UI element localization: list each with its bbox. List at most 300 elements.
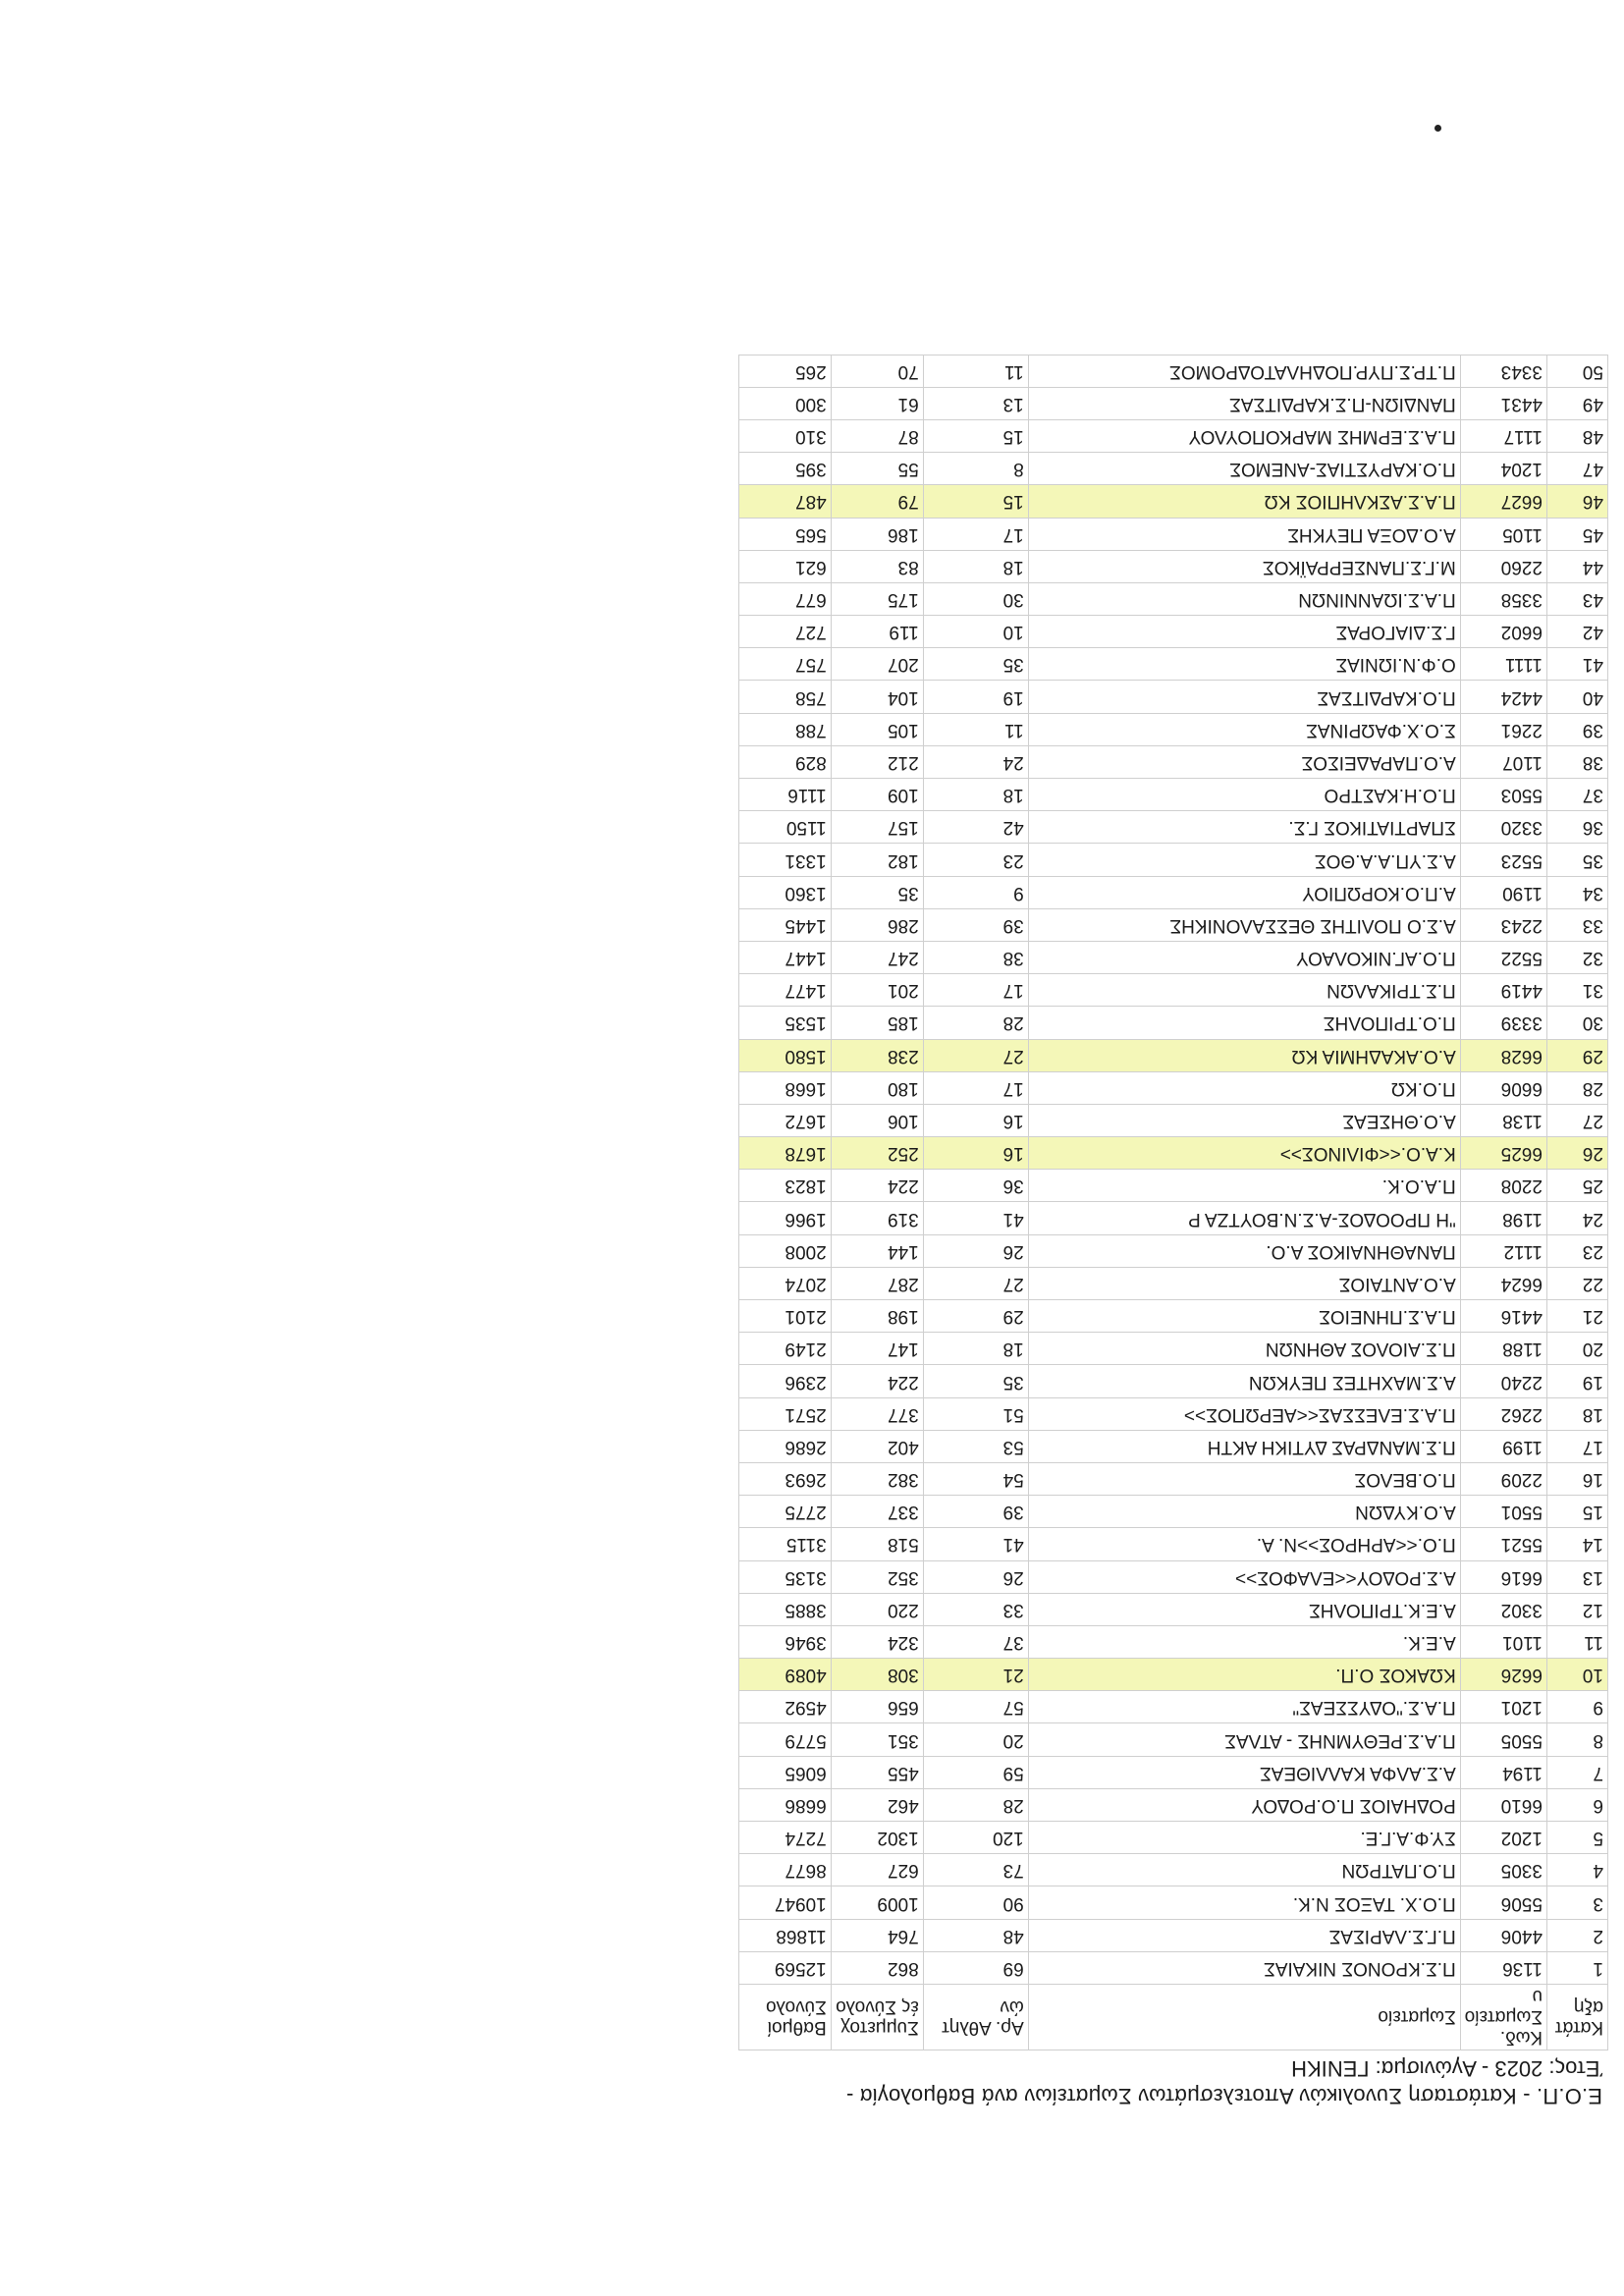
cell-code: 6627: [1460, 485, 1546, 518]
scan-speck: [1435, 125, 1441, 132]
table-row: [738, 1463, 1607, 1496]
cell-entries: 382: [831, 1463, 923, 1496]
cell-club: Π.Ο.ΑΓ.ΝΙΚΟΛΑΟΥ: [1028, 942, 1460, 974]
cell-athletes: 41: [923, 1528, 1028, 1560]
cell-rank: 14: [1547, 1528, 1608, 1560]
cell-code: 1107: [1460, 745, 1546, 778]
cell-athletes: 35: [923, 1365, 1028, 1397]
cell-points: 2101: [738, 1300, 831, 1333]
table-row: [738, 1919, 1607, 1951]
cell-club: Ο.Φ.Ν.ΙΩΝΙΑΣ: [1028, 648, 1460, 681]
cell-club: ΠΑΝΔΙΩΝ-Π.Σ.ΚΑΡΔΙΤΣΑΣ: [1028, 387, 1460, 419]
cell-code: 2240: [1460, 1365, 1546, 1397]
table-row: [738, 1886, 1607, 1919]
cell-code: 6606: [1460, 1071, 1546, 1104]
table-row: [738, 453, 1607, 485]
cell-athletes: 9: [923, 876, 1028, 908]
cell-club: Π.Α.Σ.ΠΗΝΕΙΟΣ: [1028, 1300, 1460, 1333]
cell-code: 6626: [1460, 1659, 1546, 1691]
cell-athletes: 36: [923, 1170, 1028, 1202]
cell-points: 1447: [738, 942, 831, 974]
cell-club: Α.Σ.ΑΛΦΑ ΚΑΛΛΙΘΕΑΣ: [1028, 1756, 1460, 1788]
cell-points: 829: [738, 745, 831, 778]
cell-athletes: 69: [923, 1951, 1028, 1984]
cell-points: 621: [738, 550, 831, 582]
table-header-row: [738, 1985, 1607, 2050]
cell-entries: 87: [831, 420, 923, 453]
cell-entries: 462: [831, 1788, 923, 1821]
cell-code: 1111: [1460, 648, 1546, 681]
cell-entries: 1302: [831, 1822, 923, 1854]
cell-code: 2260: [1460, 550, 1546, 582]
cell-athletes: 33: [923, 1593, 1028, 1625]
cell-rank: 19: [1547, 1365, 1608, 1397]
cell-entries: 319: [831, 1202, 923, 1234]
cell-entries: 175: [831, 582, 923, 615]
cell-athletes: 35: [923, 648, 1028, 681]
cell-club: Α.Ο.ΑΚΑΔΗΜΙΑ ΚΩ: [1028, 1039, 1460, 1071]
cell-code: 4419: [1460, 974, 1546, 1007]
table-row: [738, 1300, 1607, 1333]
cell-rank: 34: [1547, 876, 1608, 908]
cell-code: 1190: [1460, 876, 1546, 908]
cell-club: Π.Σ.ΚΡΟΝΟΣ ΝΙΚΑΙΑΣ: [1028, 1951, 1460, 1984]
cell-club: Π.Ο.ΚΑΡΥΣΤΙΑΣ-ΑΝΕΜΟΣ: [1028, 453, 1460, 485]
cell-club: Π.Α.Σ."ΟΔΥΣΣΕΑΣ": [1028, 1691, 1460, 1723]
cell-points: 11868: [738, 1919, 831, 1951]
cell-points: 1580: [738, 1039, 831, 1071]
cell-rank: 37: [1547, 779, 1608, 811]
cell-entries: 377: [831, 1397, 923, 1430]
cell-entries: 308: [831, 1659, 923, 1691]
table-row: [738, 1365, 1607, 1397]
cell-rank: 25: [1547, 1170, 1608, 1202]
header-code: Κωδ. Σωματείο υ: [1460, 1985, 1546, 2050]
cell-points: 1116: [738, 779, 831, 811]
cell-entries: 70: [831, 355, 923, 387]
cell-entries: 180: [831, 1071, 923, 1104]
cell-code: 3305: [1460, 1854, 1546, 1886]
table-row: [738, 1528, 1607, 1560]
cell-entries: 144: [831, 1234, 923, 1267]
cell-rank: 10: [1547, 1659, 1608, 1691]
cell-code: 1105: [1460, 518, 1546, 550]
cell-athletes: 10: [923, 616, 1028, 648]
cell-code: 5506: [1460, 1886, 1546, 1919]
cell-entries: 79: [831, 485, 923, 518]
cell-code: 2243: [1460, 908, 1546, 941]
cell-athletes: 15: [923, 420, 1028, 453]
cell-club: Π.Ο.ΒΕΛΟΣ: [1028, 1463, 1460, 1496]
cell-code: 1112: [1460, 1234, 1546, 1267]
results-table: [738, 355, 1608, 2050]
table-row: [738, 1137, 1607, 1170]
cell-entries: 337: [831, 1496, 923, 1528]
cell-code: 6602: [1460, 616, 1546, 648]
cell-club: Π.Ο.ΚΑΡΔΙΤΣΑΣ: [1028, 681, 1460, 713]
cell-points: 2693: [738, 1463, 831, 1496]
cell-rank: 32: [1547, 942, 1608, 974]
cell-points: 1823: [738, 1170, 831, 1202]
cell-entries: 324: [831, 1625, 923, 1658]
table-row: [738, 1560, 1607, 1593]
table-row: [738, 1071, 1607, 1104]
cell-club: Π.Σ.ΜΑΝΔΡΑΣ ΔΥΤΙΚΗ ΑΚΤΗ: [1028, 1430, 1460, 1462]
cell-athletes: 18: [923, 1333, 1028, 1365]
cell-athletes: 41: [923, 1202, 1028, 1234]
cell-entries: 862: [831, 1951, 923, 1984]
table-row: [738, 681, 1607, 713]
cell-entries: 185: [831, 1007, 923, 1039]
table-row: [738, 1723, 1607, 1756]
cell-club: Π.Α.Σ.ΡΕΘΥΜΝΗΣ - ΑΤΛΑΣ: [1028, 1723, 1460, 1756]
cell-athletes: 48: [923, 1919, 1028, 1951]
cell-rank: 38: [1547, 745, 1608, 778]
table-row: [738, 1333, 1607, 1365]
cell-club: ΣΠΑΡΤΙΑΤΙΚΟΣ Γ.Σ.: [1028, 811, 1460, 844]
cell-athletes: 37: [923, 1625, 1028, 1658]
cell-club: Α.Ο.ΚΥΔΩΝ: [1028, 1496, 1460, 1528]
header-entries: Συμμετοχ ές Σύνολο: [831, 1985, 923, 2050]
cell-points: 1678: [738, 1137, 831, 1170]
cell-rank: 3: [1547, 1886, 1608, 1919]
cell-points: 2571: [738, 1397, 831, 1430]
table-row: [738, 908, 1607, 941]
cell-club: Π.Ο.Χ. ΤΑΞΟΣ Ν.Κ.: [1028, 1886, 1460, 1919]
cell-code: 4406: [1460, 1919, 1546, 1951]
cell-points: 2686: [738, 1430, 831, 1462]
cell-rank: 30: [1547, 1007, 1608, 1039]
table-body: [738, 355, 1607, 1984]
cell-rank: 23: [1547, 1234, 1608, 1267]
cell-points: 6065: [738, 1756, 831, 1788]
cell-code: 3302: [1460, 1593, 1546, 1625]
cell-athletes: 39: [923, 908, 1028, 941]
cell-rank: 50: [1547, 355, 1608, 387]
cell-club: Π.Ο.Η.ΚΑΣΤΡΟ: [1028, 779, 1460, 811]
cell-entries: 238: [831, 1039, 923, 1071]
cell-points: 1360: [738, 876, 831, 908]
cell-code: 4416: [1460, 1300, 1546, 1333]
table-row: [738, 420, 1607, 453]
cell-points: 677: [738, 582, 831, 615]
table-row: [738, 1756, 1607, 1788]
table-row: [738, 648, 1607, 681]
cell-points: 4089: [738, 1659, 831, 1691]
table-row: [738, 811, 1607, 844]
cell-points: 2396: [738, 1365, 831, 1397]
cell-club: Π.Σ.ΑΙΟΛΟΣ ΑΘΗΝΩΝ: [1028, 1333, 1460, 1365]
cell-points: 1672: [738, 1104, 831, 1136]
cell-entries: 286: [831, 908, 923, 941]
cell-entries: 351: [831, 1723, 923, 1756]
cell-rank: 16: [1547, 1463, 1608, 1496]
cell-entries: 1009: [831, 1886, 923, 1919]
cell-entries: 207: [831, 648, 923, 681]
table-row: [738, 1397, 1607, 1430]
cell-rank: 24: [1547, 1202, 1608, 1234]
cell-rank: 48: [1547, 420, 1608, 453]
cell-rank: 2: [1547, 1919, 1608, 1951]
cell-code: 1138: [1460, 1104, 1546, 1136]
table-row: [738, 713, 1607, 745]
cell-entries: 55: [831, 453, 923, 485]
cell-points: 300: [738, 387, 831, 419]
cell-points: 10947: [738, 1886, 831, 1919]
cell-rank: 36: [1547, 811, 1608, 844]
cell-points: 7274: [738, 1822, 831, 1854]
cell-points: 5779: [738, 1723, 831, 1756]
cell-club: Π.Ο.ΠΑΤΡΩΝ: [1028, 1854, 1460, 1886]
cell-rank: 26: [1547, 1137, 1608, 1170]
cell-code: 5505: [1460, 1723, 1546, 1756]
cell-athletes: 73: [923, 1854, 1028, 1886]
cell-club: "Η ΠΡΟΟΔΟΣ-Α.Σ.Ν.ΒΟΥΤΖΑ Ρ: [1028, 1202, 1460, 1234]
cell-points: 3115: [738, 1528, 831, 1560]
table-row: [738, 876, 1607, 908]
table-row: [738, 1104, 1607, 1136]
cell-athletes: 19: [923, 681, 1028, 713]
cell-rank: 43: [1547, 582, 1608, 615]
cell-rank: 42: [1547, 616, 1608, 648]
cell-rank: 46: [1547, 485, 1608, 518]
table-row: [738, 485, 1607, 518]
cell-points: 4592: [738, 1691, 831, 1723]
cell-athletes: 21: [923, 1659, 1028, 1691]
results-document: [663, 355, 1608, 2109]
cell-code: 1202: [1460, 1822, 1546, 1854]
cell-entries: 518: [831, 1528, 923, 1560]
header-points: Βαθμοί Σύνολο: [738, 1985, 831, 2050]
cell-athletes: 15: [923, 485, 1028, 518]
cell-code: 5521: [1460, 1528, 1546, 1560]
table-row: [738, 1202, 1607, 1234]
cell-code: 1136: [1460, 1951, 1546, 1984]
cell-code: 6628: [1460, 1039, 1546, 1071]
cell-athletes: 29: [923, 1300, 1028, 1333]
cell-club: Α.Π.Ο.ΚΟΡΩΠΙΟΥ: [1028, 876, 1460, 908]
cell-athletes: 17: [923, 1071, 1028, 1104]
table-row: [738, 582, 1607, 615]
cell-code: 4424: [1460, 681, 1546, 713]
cell-points: 3885: [738, 1593, 831, 1625]
cell-points: 1477: [738, 974, 831, 1007]
cell-athletes: 28: [923, 1007, 1028, 1039]
cell-athletes: 28: [923, 1788, 1028, 1821]
cell-rank: 33: [1547, 908, 1608, 941]
cell-club: ΡΟΔΗΑΙΟΣ Π.Ο.ΡΟΔΟΥ: [1028, 1788, 1460, 1821]
cell-entries: 402: [831, 1430, 923, 1462]
cell-entries: 455: [831, 1756, 923, 1788]
cell-code: 5523: [1460, 844, 1546, 876]
cell-club: Α.Σ.ΥΠ.Α.Α.ΘΟΣ: [1028, 844, 1460, 876]
cell-rank: 20: [1547, 1333, 1608, 1365]
cell-points: 8677: [738, 1854, 831, 1886]
cell-code: 3343: [1460, 355, 1546, 387]
cell-club: ΠΑΝΑΘΗΝΑΙΚΟΣ Α.Ο.: [1028, 1234, 1460, 1267]
cell-athletes: 26: [923, 1234, 1028, 1267]
cell-rank: 1: [1547, 1951, 1608, 1984]
cell-club: Σ.Ο.Χ.ΦΑΩΡΙΝΑΣ: [1028, 713, 1460, 745]
cell-code: 2261: [1460, 713, 1546, 745]
cell-code: 1101: [1460, 1625, 1546, 1658]
cell-entries: 106: [831, 1104, 923, 1136]
cell-code: 3339: [1460, 1007, 1546, 1039]
document-subtitle: Έτος: 2023 - Αγώνισμα: ΓΕΝΙΚΗ: [1291, 2056, 1602, 2081]
cell-points: 1445: [738, 908, 831, 941]
cell-athletes: 24: [923, 745, 1028, 778]
cell-points: 788: [738, 713, 831, 745]
table-row: [738, 1659, 1607, 1691]
cell-athletes: 13: [923, 387, 1028, 419]
cell-rank: 45: [1547, 518, 1608, 550]
cell-club: Π.Γ.Σ.ΛΑΡΙΣΑΣ: [1028, 1919, 1460, 1951]
cell-club: Α.Σ.ΜΑΧΗΤΕΣ ΠΕΥΚΩΝ: [1028, 1365, 1460, 1397]
table-row: [738, 1267, 1607, 1299]
cell-club: ΣΥ.Φ.Α.Γ.Ε.: [1028, 1822, 1460, 1854]
table-row: [738, 1496, 1607, 1528]
cell-rank: 22: [1547, 1267, 1608, 1299]
cell-club: Π.Α.Σ.ΙΩΑΝΝΙΝΩΝ: [1028, 582, 1460, 615]
cell-entries: 287: [831, 1267, 923, 1299]
cell-athletes: 17: [923, 518, 1028, 550]
cell-athletes: 18: [923, 779, 1028, 811]
cell-code: 2209: [1460, 1463, 1546, 1496]
table-row: [738, 1788, 1607, 1821]
cell-club: Π.Ο.ΤΡΙΠΟΛΗΣ: [1028, 1007, 1460, 1039]
cell-points: 3946: [738, 1625, 831, 1658]
table-row: [738, 779, 1607, 811]
cell-rank: 7: [1547, 1756, 1608, 1788]
cell-code: 1204: [1460, 453, 1546, 485]
cell-club: Α.Ε.Κ.: [1028, 1625, 1460, 1658]
table-row: [738, 1234, 1607, 1267]
table-row: [738, 1691, 1607, 1723]
table-row: [738, 518, 1607, 550]
document-title: Ε.Ο.Π. - Κατάσταση Συνολικών Αποτελεσμάτων Σωματείων ανά Βαθμολογία -: [845, 2084, 1602, 2108]
cell-code: 2262: [1460, 1397, 1546, 1430]
cell-points: 1535: [738, 1007, 831, 1039]
cell-rank: 41: [1547, 648, 1608, 681]
cell-entries: 198: [831, 1300, 923, 1333]
cell-entries: 186: [831, 518, 923, 550]
cell-code: 6624: [1460, 1267, 1546, 1299]
cell-rank: 13: [1547, 1560, 1608, 1593]
cell-entries: 627: [831, 1854, 923, 1886]
cell-code: 6616: [1460, 1560, 1546, 1593]
cell-rank: 28: [1547, 1071, 1608, 1104]
cell-rank: 21: [1547, 1300, 1608, 1333]
cell-rank: 6: [1547, 1788, 1608, 1821]
cell-club: Α.Ο.ΘΗΣΕΑΣ: [1028, 1104, 1460, 1136]
cell-club: Μ.Γ.Σ.ΠΑΝΣΕΡΡΑΪΚΟΣ: [1028, 550, 1460, 582]
table-row: [738, 745, 1607, 778]
cell-club: Α.Σ.Ο ΠΟΛΙΤΗΣ ΘΕΣΣΑΛΟΝΙΚΗΣ: [1028, 908, 1460, 941]
cell-points: 395: [738, 453, 831, 485]
cell-rank: 17: [1547, 1430, 1608, 1462]
cell-points: 2149: [738, 1333, 831, 1365]
cell-code: 6625: [1460, 1137, 1546, 1170]
cell-code: 5503: [1460, 779, 1546, 811]
cell-rank: 18: [1547, 1397, 1608, 1430]
header-club: Σωματείο: [1028, 1985, 1460, 2050]
table-row: [738, 616, 1607, 648]
cell-athletes: 54: [923, 1463, 1028, 1496]
cell-code: 3320: [1460, 811, 1546, 844]
cell-code: 6610: [1460, 1788, 1546, 1821]
cell-entries: 352: [831, 1560, 923, 1593]
cell-entries: 35: [831, 876, 923, 908]
cell-club: Π.Α.Σ.ΑΣΚΛΗΠΙΟΣ ΚΩ: [1028, 485, 1460, 518]
cell-club: Π.Α.Σ.ΕΡΜΗΣ ΜΑΡΚΟΠΟΥΛΟΥ: [1028, 420, 1460, 453]
cell-rank: 12: [1547, 1593, 1608, 1625]
cell-club: Γ.Σ.ΔΙΑΓΟΡΑΣ: [1028, 616, 1460, 648]
table-row: [738, 1430, 1607, 1462]
table-row: [738, 1625, 1607, 1658]
cell-points: 2074: [738, 1267, 831, 1299]
cell-code: 3358: [1460, 582, 1546, 615]
cell-athletes: 30: [923, 582, 1028, 615]
cell-club: ΚΩΑΚΟΣ Ο.Π.: [1028, 1659, 1460, 1691]
cell-entries: 105: [831, 713, 923, 745]
cell-rank: 4: [1547, 1854, 1608, 1886]
table-row: [738, 1039, 1607, 1071]
cell-rank: 15: [1547, 1496, 1608, 1528]
cell-code: 1117: [1460, 420, 1546, 453]
cell-entries: 224: [831, 1365, 923, 1397]
cell-points: 487: [738, 485, 831, 518]
cell-code: 1198: [1460, 1202, 1546, 1234]
table-row: [738, 355, 1607, 387]
table-row: [738, 974, 1607, 1007]
cell-code: 4431: [1460, 387, 1546, 419]
cell-entries: 764: [831, 1919, 923, 1951]
cell-rank: 8: [1547, 1723, 1608, 1756]
cell-entries: 212: [831, 745, 923, 778]
cell-club: Α.Ο.ΠΑΡΑΔΕΙΣΟΣ: [1028, 745, 1460, 778]
cell-points: 3135: [738, 1560, 831, 1593]
cell-club: Π.Σ.ΤΡΙΚΑΛΩΝ: [1028, 974, 1460, 1007]
cell-athletes: 23: [923, 844, 1028, 876]
cell-athletes: 26: [923, 1560, 1028, 1593]
table-row: [738, 1951, 1607, 1984]
cell-entries: 157: [831, 811, 923, 844]
cell-club: Π.Ο.ΚΩ: [1028, 1071, 1460, 1104]
cell-athletes: 27: [923, 1267, 1028, 1299]
cell-code: 1199: [1460, 1430, 1546, 1462]
cell-athletes: 39: [923, 1496, 1028, 1528]
cell-entries: 224: [831, 1170, 923, 1202]
cell-entries: 656: [831, 1691, 923, 1723]
cell-club: Α.Ε.Κ.ΤΡΙΠΟΛΗΣ: [1028, 1593, 1460, 1625]
cell-entries: 147: [831, 1333, 923, 1365]
header-athletes: Αρ. Αθλητ ών: [923, 1985, 1028, 2050]
cell-code: 1188: [1460, 1333, 1546, 1365]
table-row: [738, 1170, 1607, 1202]
header-rank: Κατάτ αξη: [1547, 1985, 1608, 2050]
cell-rank: 47: [1547, 453, 1608, 485]
cell-code: 1194: [1460, 1756, 1546, 1788]
cell-club: Π.Α.Σ.ΕΛΕΣΣΑΣ<<ΑΕΡΩΠΟΣ>>: [1028, 1397, 1460, 1430]
cell-points: 12569: [738, 1951, 831, 1984]
cell-rank: 9: [1547, 1691, 1608, 1723]
cell-club: Α.Ο.ΑΝΤΑΙΟΣ: [1028, 1267, 1460, 1299]
table-row: [738, 1854, 1607, 1886]
cell-athletes: 20: [923, 1723, 1028, 1756]
cell-rank: 5: [1547, 1822, 1608, 1854]
cell-rank: 35: [1547, 844, 1608, 876]
cell-entries: 220: [831, 1593, 923, 1625]
